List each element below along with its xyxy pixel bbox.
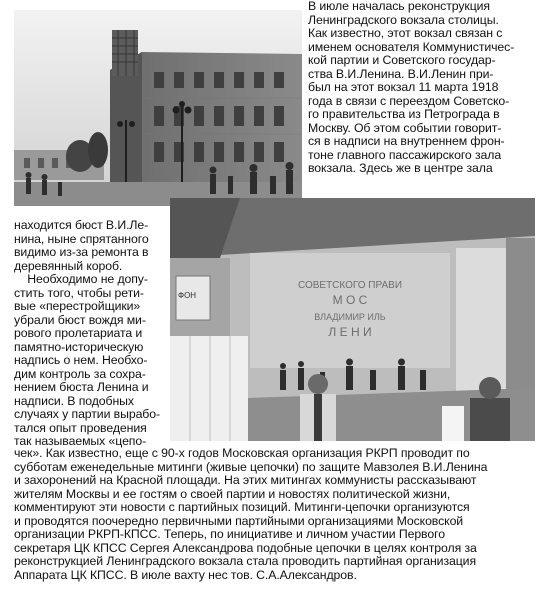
billboard-label: ФОН [178, 291, 197, 300]
text-line: ся в надписи на внутреннем фрон- [308, 134, 505, 148]
text-line: рового пролетариата и [14, 326, 143, 340]
text-line: Ленинградского вокзала столицы. [308, 12, 499, 27]
inscription-line-3: ВЛАДИМИР ИЛЬ [314, 312, 386, 322]
text-line: Необходимо не допу- [14, 272, 148, 286]
text-line: дим контроль за сохра- [14, 366, 146, 381]
text-line: вокзала. Здесь же в центре зала [308, 161, 493, 175]
article-middle-left-column [14, 219, 168, 449]
text-line: Москву. Об этом событии говорит- [308, 120, 502, 135]
text-line: надпись о нем. Необхо- [14, 353, 148, 367]
text-line: субботам еженедельные митинги (живые цепочки) по защите Мавзолея В.И.Ленина [14, 459, 488, 474]
photo-station-exterior [14, 10, 302, 206]
text-line: реконструкцией Ленинградского вокзала стала проводить партийная организация [14, 554, 476, 568]
text-line: комментируют эти новости с партийных позиций. Митинги-цепочки организуются [14, 500, 470, 514]
text-line: именем основателя Коммунистичес- [308, 39, 515, 54]
text-line: деревянный короб. [14, 258, 123, 273]
text-line: ства В.И.Ленина. В.И.Ленин при- [308, 66, 494, 81]
text-line: убрали бюст вождя ми- [14, 312, 146, 327]
text-line: кой партии и Советского государ- [308, 53, 496, 67]
text-line: года в связи с переездом Советско- [308, 93, 510, 108]
inscription-line-1: СОВЕТСКОГО ПРАВИ [297, 280, 403, 291]
text-line: находится бюст В.И.Ле- [14, 218, 149, 232]
text-line: организации РКРП-КПСС. Теперь, по инициативе и личном участии Первого [14, 527, 445, 541]
station-exterior-image [14, 10, 302, 206]
text-line: Как известно, этот вокзал связан с [308, 26, 503, 40]
text-line: случаях у партии вырабо- [14, 407, 160, 421]
text-line: тоне главного пассажирского зала [308, 147, 502, 162]
text-line: надписи. В подобных [14, 393, 134, 408]
text-line: жителям Москвы и ее гостям о своей партии и новостях политической жизни, [14, 486, 451, 501]
text-line: был на этот вокзал 11 марта 1918 [308, 80, 499, 94]
text-line: видимо из-за ремонта в [14, 245, 149, 259]
article-bottom-block [14, 447, 536, 582]
inscription-line-4: Л Е Н И [328, 325, 372, 339]
text-line: секретаря ЦК КПСС Сергея Александрова подобные цепочки в целях контроля за [14, 540, 477, 555]
article-top-right-column [308, 0, 534, 176]
text-line: памятно-историческую [14, 339, 144, 354]
billboard-text [178, 291, 196, 300]
text-line: чек». Как известно, еще с 90-х годов Московская организация РКРП проводит по [14, 446, 470, 460]
text-line: стить того, чтобы рети- [14, 285, 144, 300]
text-line: вые «перестройщики» [14, 299, 141, 313]
text-line: так называемых «цепо- [14, 434, 147, 448]
text-line: В июле началась реконструкция [308, 0, 490, 13]
text-line: и проводятся поочередно первичными партийными организациями Московской [14, 513, 464, 528]
inscription-line-2: М О С [332, 293, 368, 307]
station-hall-image [170, 198, 535, 441]
photo-station-hall [170, 198, 535, 441]
text-line: Аппарата ЦК КПСС. В июле вахту нес тов. С.А.Александров. [14, 567, 357, 582]
text-line: и захоронений на Красной площади. На этих митингах коммунисты рассказывают [14, 473, 477, 487]
text-line: нина, ныне спрятанного [14, 231, 149, 246]
text-line: го правительства из Петрограда в [308, 107, 500, 121]
text-line: нением бюста Ленина и [14, 380, 149, 394]
text-line: тался опыт проведения [14, 420, 147, 435]
